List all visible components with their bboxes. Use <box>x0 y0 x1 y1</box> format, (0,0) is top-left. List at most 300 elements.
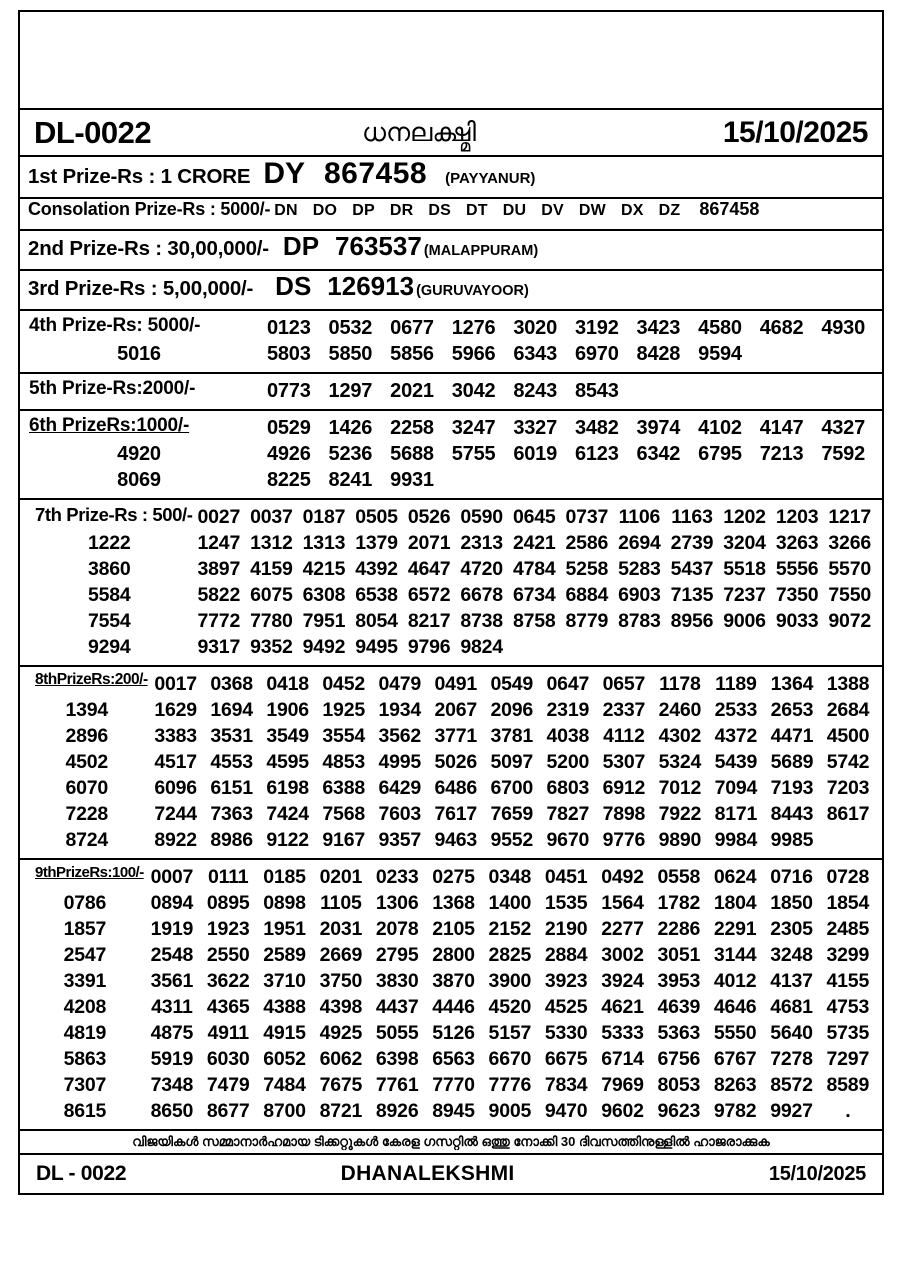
prize-number: 4311 <box>151 995 193 1018</box>
prize-number: 5016 <box>117 342 161 365</box>
consolation-series-list <box>274 202 695 220</box>
prize-number: 0111 <box>207 865 249 888</box>
prize-number: 7193 <box>770 776 814 799</box>
prize-number: 2152 <box>488 917 532 940</box>
prize-number: 8428 <box>636 342 681 365</box>
prize-number: 5026 <box>434 750 478 773</box>
third-prize-number: 126913 <box>327 271 415 301</box>
prize-number: 2421 <box>512 531 556 554</box>
prize-number: 3870 <box>432 969 475 992</box>
prize-number: 0123 <box>266 316 311 339</box>
prize-number: 1222 <box>87 531 131 554</box>
prize-number: 3248 <box>770 943 813 966</box>
prize-number: 8779 <box>565 609 609 632</box>
prize-number: 0677 <box>390 316 434 339</box>
prize-number: 8926 <box>375 1099 419 1122</box>
prize-number: 5055 <box>375 1021 419 1044</box>
prize-number: 1217 <box>828 505 871 528</box>
prize-number: 4517 <box>154 750 197 773</box>
prize-number: 1934 <box>378 698 422 721</box>
prize-number: 5556 <box>775 557 819 580</box>
prize-number: 2258 <box>390 416 434 439</box>
prize-number: 4875 <box>150 1021 194 1044</box>
prize-number: 8738 <box>460 609 503 632</box>
draw-date: 15/10/2025 <box>722 115 868 149</box>
prize-number: 0657 <box>602 672 646 695</box>
empty-cell <box>613 634 666 660</box>
consolation-series-item: DS <box>428 202 451 219</box>
claim-instruction-note: വിജയികൾ സമ്മാനാർഹമായ ടിക്കറ്റുകൾ കേരള ഗസറ്റിൽ ഒത്തു നോക്കി 30 ദിവസത്തിനുള്ളിൽ ഹാജരാക്കുക <box>20 1131 882 1155</box>
prize-number: 0185 <box>263 865 306 888</box>
prize-number: 3327 <box>513 416 558 439</box>
prize-number: 3771 <box>434 724 478 747</box>
prize-number: 6970 <box>574 342 619 365</box>
prize-number: 7484 <box>263 1073 306 1096</box>
prize-number: 2078 <box>375 917 419 940</box>
prize-number: 5742 <box>826 750 870 773</box>
prize-number: 1426 <box>328 416 373 439</box>
prize-number: 4388 <box>263 995 306 1018</box>
prize-number: 9006 <box>723 609 766 632</box>
prize-number: 4520 <box>488 995 532 1018</box>
prize-number: 4595 <box>266 750 309 773</box>
prize-number: 4621 <box>601 995 644 1018</box>
prize-number: 1394 <box>65 698 109 721</box>
prize-number: 7244 <box>154 802 197 825</box>
prize-number: 1306 <box>375 891 419 914</box>
ninth-prize-grid <box>20 864 882 1124</box>
prize-number: 5640 <box>770 1021 813 1044</box>
prize-number: 4915 <box>263 1021 306 1044</box>
prize-number: 5157 <box>488 1021 532 1044</box>
prize-number: 2291 <box>713 917 757 940</box>
prize-number: 2684 <box>826 698 870 721</box>
prize-number: 0368 <box>210 672 253 695</box>
prize-number: 8758 <box>512 609 556 632</box>
prize-number: 7951 <box>302 609 346 632</box>
prize-number: 1854 <box>826 891 870 914</box>
prize-number: 2067 <box>434 698 478 721</box>
result-sheet <box>18 10 884 1195</box>
prize-number: 5330 <box>544 1021 588 1044</box>
third-prize-place: (GURUVAYOOR) <box>416 283 529 299</box>
prize-number: 1247 <box>197 531 241 554</box>
prize-number: 9352 <box>250 635 293 658</box>
prize-number: 4038 <box>546 724 590 747</box>
prize-number: 2305 <box>770 917 813 940</box>
prize-label: 9thPrizeRs:100/- <box>35 864 144 881</box>
prize-number: 3897 <box>197 557 241 580</box>
prize-label: 8thPrizeRs:200/- <box>35 671 148 688</box>
prize-number: 5550 <box>713 1021 757 1044</box>
prize-number: 4682 <box>759 316 804 339</box>
prize-number: 7770 <box>432 1073 475 1096</box>
prize-number: 9594 <box>698 342 742 365</box>
prize-number: 8217 <box>407 609 451 632</box>
prize-number: 4446 <box>432 995 475 1018</box>
prize-number: 2190 <box>544 917 588 940</box>
second-prize-place: (MALAPPURAM) <box>423 243 539 259</box>
prize-number: 2800 <box>432 943 475 966</box>
seventh-prize-block <box>20 500 882 667</box>
prize-number: 0451 <box>544 865 588 888</box>
second-prize-row <box>20 231 882 271</box>
prize-number: 1919 <box>150 917 194 940</box>
prize-number: 4553 <box>210 750 253 773</box>
prize-number: 0728 <box>826 865 870 888</box>
prize-number: 1368 <box>432 891 475 914</box>
empty-cell <box>666 634 719 660</box>
empty-cell <box>812 467 874 493</box>
prize-number: 9357 <box>378 828 422 851</box>
prize-number: 0716 <box>770 865 813 888</box>
first-prize-series: DY <box>263 157 305 190</box>
prize-number: 8053 <box>657 1073 701 1096</box>
consolation-number: 867458 <box>699 199 760 219</box>
prize-number: 6538 <box>355 583 398 606</box>
prize-number: 5822 <box>197 583 241 606</box>
prize-number: 6123 <box>574 442 619 465</box>
prize-number: 6398 <box>375 1047 419 1070</box>
prize-number: 5919 <box>150 1047 194 1070</box>
prize-number: 6563 <box>432 1047 475 1070</box>
prize-number: 5126 <box>432 1021 475 1044</box>
prize-number: 3622 <box>206 969 250 992</box>
prize-number: 9931 <box>390 468 434 491</box>
prize-number: 3002 <box>601 943 644 966</box>
prize-number: 1400 <box>488 891 532 914</box>
empty-cell <box>812 378 874 404</box>
prize-number: 2313 <box>460 531 503 554</box>
eighth-prize-grid <box>20 671 882 853</box>
consolation-series-item: DW <box>578 202 606 219</box>
prize-number: 0491 <box>434 672 478 695</box>
consolation-series-item: DT <box>465 202 488 219</box>
prize-number: 3860 <box>87 557 131 580</box>
prize-number: 7363 <box>210 802 253 825</box>
prize-number: 9782 <box>713 1099 757 1122</box>
prize-number: 2550 <box>206 943 250 966</box>
prize-number: 0773 <box>266 379 311 402</box>
prize-number: 2533 <box>714 698 758 721</box>
prize-number: 4647 <box>407 557 451 580</box>
prize-number: 3020 <box>513 316 558 339</box>
prize-number: 8700 <box>263 1099 306 1122</box>
prize-number: 3900 <box>488 969 532 992</box>
prize-number: 7761 <box>375 1073 419 1096</box>
prize-number: 7550 <box>828 583 871 606</box>
first-prize-place: (PAYYANUR) <box>445 170 536 187</box>
prize-number: 6884 <box>565 583 609 606</box>
prize-number: 1379 <box>355 531 398 554</box>
prize-number: 1388 <box>826 672 870 695</box>
prize-number: 8243 <box>513 379 558 402</box>
prize-number: 1178 <box>659 672 701 695</box>
sheet-footer <box>20 1155 882 1193</box>
prize-number: 0492 <box>601 865 644 888</box>
empty-cell <box>751 378 813 404</box>
prize-number: 4012 <box>713 969 757 992</box>
prize-number: 8922 <box>154 828 197 851</box>
empty-cell <box>508 634 561 660</box>
prize-number: 3554 <box>322 724 365 747</box>
prize-number: 9776 <box>602 828 646 851</box>
prize-number: 1312 <box>250 531 293 554</box>
prize-number: 0201 <box>319 865 363 888</box>
prize-label: 7th Prize-Rs : 500/- <box>35 504 193 525</box>
prize-number: 0233 <box>375 865 419 888</box>
prize-number: 3974 <box>636 416 681 439</box>
prize-number: 4502 <box>65 750 109 773</box>
empty-cell <box>561 634 614 660</box>
prize-number: 8945 <box>432 1099 475 1122</box>
fifth-prize-block <box>20 374 882 411</box>
prize-number: 2096 <box>490 698 534 721</box>
prize-number: 2547 <box>63 943 107 966</box>
prize-number: 6756 <box>657 1047 701 1070</box>
consolation-series-item: DP <box>352 202 375 219</box>
prize-number: 9552 <box>490 828 534 851</box>
prize-number: 9294 <box>87 635 131 658</box>
prize-number: 0532 <box>328 316 373 339</box>
seventh-prize-grid <box>20 504 882 660</box>
prize-number: 3781 <box>490 724 534 747</box>
prize-number: 8443 <box>770 802 814 825</box>
prize-number: 9623 <box>657 1099 701 1122</box>
prize-number: 7780 <box>250 609 293 632</box>
prize-number: 7278 <box>770 1047 813 1070</box>
prize-number: 7479 <box>206 1073 250 1096</box>
prize-number: 2337 <box>602 698 646 721</box>
prize-number: 7834 <box>544 1073 588 1096</box>
prize-number: 1951 <box>263 917 306 940</box>
prize-number: 1105 <box>320 891 362 914</box>
empty-cell <box>812 341 874 367</box>
prize-number: 8617 <box>826 802 870 825</box>
prize-number: 1276 <box>451 316 496 339</box>
consolation-series-item: DR <box>389 202 414 219</box>
prize-number: 1694 <box>210 698 253 721</box>
footer-lottery-name: DHANALEKSHMI <box>340 1162 515 1185</box>
prize-number: 3266 <box>828 531 871 554</box>
empty-cell <box>628 378 690 404</box>
prize-number: 8783 <box>618 609 661 632</box>
prize-number: 4437 <box>375 995 419 1018</box>
prize-number: 6075 <box>250 583 293 606</box>
prize-number: 7424 <box>266 802 309 825</box>
ninth-prize-block <box>20 860 882 1131</box>
prize-number: 3247 <box>451 416 496 439</box>
prize-number: 9927 <box>770 1099 813 1122</box>
prize-number: 7350 <box>775 583 819 606</box>
prize-number: 0786 <box>63 891 107 914</box>
prize-number: 9463 <box>434 828 478 851</box>
footer-draw-date: 15/10/2025 <box>768 1162 866 1185</box>
prize-number: 6700 <box>490 776 534 799</box>
prize-number: 5856 <box>390 342 434 365</box>
prize-number: 6675 <box>544 1047 588 1070</box>
prize-number: 2286 <box>657 917 701 940</box>
prize-number: 4102 <box>698 416 742 439</box>
prize-number: 2460 <box>658 698 702 721</box>
prize-number: 5333 <box>601 1021 644 1044</box>
draw-code: DL-0022 <box>34 114 152 150</box>
prize-number: 9167 <box>322 828 365 851</box>
prize-number: 6052 <box>263 1047 306 1070</box>
prize-number: 3192 <box>574 316 619 339</box>
prize-number: 4753 <box>826 995 870 1018</box>
prize-number: 7228 <box>65 802 109 825</box>
prize-number: 9492 <box>302 635 346 658</box>
prize-number: 3263 <box>775 531 819 554</box>
empty-cell <box>689 467 751 493</box>
prize-number: 3562 <box>378 724 422 747</box>
prize-number: 4471 <box>770 724 814 747</box>
prize-number: 9670 <box>546 828 590 851</box>
prize-number: 0624 <box>713 865 757 888</box>
prize-number: 4926 <box>266 442 311 465</box>
prize-number: 6572 <box>407 583 451 606</box>
prize-number: 1925 <box>322 698 365 721</box>
fourth-prize-block <box>20 311 882 374</box>
empty-cell <box>751 467 813 493</box>
prize-number: 1906 <box>266 698 309 721</box>
prize-number: 3204 <box>723 531 766 554</box>
prize-number: 5755 <box>451 442 496 465</box>
prize-number: 1923 <box>206 917 250 940</box>
blank-header-strip <box>20 12 882 110</box>
prize-number: 9796 <box>407 635 451 658</box>
prize-number: 0737 <box>565 505 609 528</box>
prize-number: 2031 <box>319 917 363 940</box>
prize-number: 1189 <box>715 672 757 695</box>
prize-number: 0647 <box>546 672 590 695</box>
prize-number: 7297 <box>826 1047 870 1070</box>
prize-number: 4911 <box>207 1021 249 1044</box>
prize-number: 1850 <box>770 891 813 914</box>
prize-number: 9985 <box>770 828 814 851</box>
prize-number: 0505 <box>355 505 398 528</box>
prize-number: 3299 <box>826 943 870 966</box>
prize-number: 1804 <box>713 891 757 914</box>
prize-number: 5518 <box>723 557 766 580</box>
prize-number: 8986 <box>210 828 253 851</box>
prize-number: 4920 <box>117 442 161 465</box>
prize-number: 7969 <box>601 1073 644 1096</box>
prize-number: 3383 <box>154 724 197 747</box>
prize-number: 3482 <box>574 416 619 439</box>
prize-number: 0558 <box>657 865 701 888</box>
consolation-label: Consolation Prize-Rs : 5000/- <box>28 199 271 219</box>
prize-number: 7772 <box>197 609 241 632</box>
prize-number: 9317 <box>197 635 241 658</box>
prize-number: 6308 <box>302 583 346 606</box>
prize-number: 7012 <box>658 776 702 799</box>
prize-number: 4681 <box>770 995 813 1018</box>
prize-number: 3710 <box>263 969 306 992</box>
prize-number: 7659 <box>490 802 534 825</box>
prize-number: 2694 <box>618 531 661 554</box>
prize-number: 9122 <box>266 828 309 851</box>
empty-cell <box>504 467 566 493</box>
prize-number: 9495 <box>355 635 398 658</box>
second-prize-label: 2nd Prize-Rs : 30,00,000/- <box>28 237 269 260</box>
prize-number: 7568 <box>322 802 365 825</box>
prize-number: 1535 <box>544 891 588 914</box>
prize-number: 1857 <box>63 917 107 940</box>
prize-number: 4147 <box>759 416 804 439</box>
prize-number: 5863 <box>63 1047 107 1070</box>
prize-number: 2277 <box>601 917 644 940</box>
prize-number: 4215 <box>302 557 346 580</box>
prize-number: 0348 <box>488 865 532 888</box>
prize-number: 9005 <box>488 1099 532 1122</box>
prize-number: 7922 <box>658 802 702 825</box>
prize-number: 5258 <box>565 557 609 580</box>
consolation-series-item: DN <box>274 202 298 219</box>
prize-number: 2319 <box>546 698 590 721</box>
prize-number: 7307 <box>63 1073 107 1096</box>
prize-number: 2669 <box>319 943 363 966</box>
prize-number: 5850 <box>328 342 373 365</box>
second-prize-series: DP <box>282 231 320 261</box>
prize-number: 8054 <box>355 609 398 632</box>
prize-number: 7603 <box>378 802 422 825</box>
prize-number: 4372 <box>714 724 758 747</box>
prize-number: 1203 <box>775 505 819 528</box>
sixth-prize-grid <box>20 415 882 493</box>
prize-number: 4327 <box>821 416 866 439</box>
prize-number: 4930 <box>821 316 866 339</box>
prize-number: 8543 <box>574 379 619 402</box>
consolation-series-item: DX <box>620 202 644 219</box>
prize-number: 9984 <box>714 828 758 851</box>
prize-number: 7827 <box>546 802 590 825</box>
prize-number: 5324 <box>658 750 702 773</box>
prize-number: 6342 <box>636 442 681 465</box>
prize-number: 3923 <box>544 969 588 992</box>
prize-number: 4137 <box>770 969 813 992</box>
empty-cell <box>771 634 824 660</box>
prize-number: 0898 <box>263 891 306 914</box>
empty-cell <box>443 467 505 493</box>
prize-number: 6803 <box>546 776 590 799</box>
empty-cell <box>689 378 751 404</box>
first-prize-number: 867458 <box>324 157 428 190</box>
third-prize-label: 3rd Prize-Rs : 5,00,000/- <box>28 277 254 300</box>
second-prize-number: 763537 <box>335 231 422 261</box>
prize-number: 0027 <box>197 505 241 528</box>
prize-number: 1297 <box>328 379 373 402</box>
prize-number: 6912 <box>602 776 646 799</box>
prize-label: 6th PrizeRs:1000/- <box>29 415 190 436</box>
prize-number: 6734 <box>512 583 556 606</box>
empty-cell <box>820 827 876 853</box>
prize-number: 6030 <box>206 1047 250 1070</box>
empty-cell <box>751 341 813 367</box>
prize-number: 4925 <box>319 1021 363 1044</box>
prize-number: 8263 <box>713 1073 757 1096</box>
consolation-series-item: DZ <box>658 202 681 219</box>
prize-number: 7898 <box>602 802 646 825</box>
prize-number: 4720 <box>460 557 503 580</box>
prize-number: 9033 <box>775 609 819 632</box>
prize-number: 5688 <box>390 442 434 465</box>
prize-number: 5803 <box>266 342 311 365</box>
prize-number: 8241 <box>328 468 373 491</box>
prize-number: 0187 <box>302 505 346 528</box>
prize-number: 9072 <box>828 609 871 632</box>
